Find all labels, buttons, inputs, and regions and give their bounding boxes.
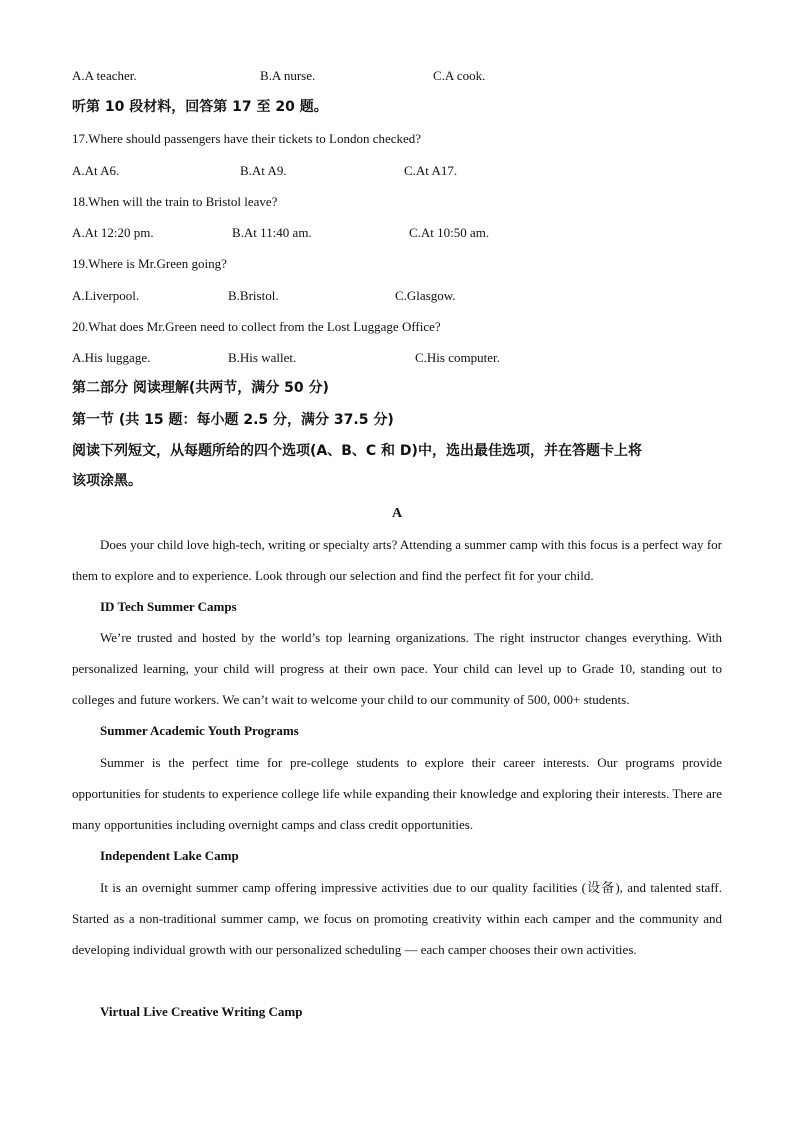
question-18-option-a: A.At 12:20 pm. [72,225,154,240]
question-18-option-b: B.At 11:40 am. [232,225,312,240]
question-18-stem: 18.When will the train to Bristol leave? [72,194,278,209]
question-18-option-c: C.At 10:50 am. [409,225,490,240]
question-20-option-a: A.His luggage. [72,350,151,365]
section10-instruction: 听第 10 段材料，回答第 17 至 20 题。 [72,99,328,115]
question-19-option-a: A.Liverpool. [72,288,140,303]
question-19-stem: 19.Where is Mr.Green going? [72,256,227,271]
q16-option-a: A.A teacher. [72,68,137,83]
q16-option-c: C.A cook. [433,68,486,83]
camp-1-name: ID Tech Summer Camps [100,599,237,614]
camp-4-name: Virtual Live Creative Writing Camp [100,1004,303,1019]
part2-title: 第二部分 阅读理解(共两节，满分 50 分) [72,380,329,396]
intro-paragraph: Does your child love high-tech, writing or specialty arts? Attending a summer camp with this focus is a perfect way for them to explore and to experience. Look through our selection and find the perfect fit for your child. [72,537,722,584]
camp-3-name: Independent Lake Camp [100,848,239,863]
reading-instruction-line2: 该项涂黑。 [72,473,142,489]
camp-3-text: It is an overnight summer camp offering impressive activities due to our quality facilities (设备), and talented staff. Started as a non-traditional summer camp, we focus on promoting creativity within each camper and the community and developing individual growth with our personalized scheduling — each camper chooses their own activities. [72,880,722,958]
section1-title: 第一节 (共 15 题：每小题 2.5 分，满分 37.5 分) [72,412,394,428]
question-17-option-b: B.At A9. [240,163,287,178]
camp-2-text: Summer is the perfect time for pre-college students to explore their career interests. Our programs provide opportunities for students to experience college life while expanding their knowledge and exploring their interests. There are many opportunities including overnight camps and class credit opportunities. [72,755,722,833]
question-19-option-c: C.Glasgow. [395,288,456,303]
reading-instruction-line1: 阅读下列短文，从每题所给的四个选项(A、B、C 和 D)中，选出最佳选项，并在答题卡上将 [72,443,642,459]
passage-label: A [391,506,403,521]
question-17-option-a: A.At A6. [72,163,120,178]
question-19-option-b: B.Bristol. [228,288,279,303]
question-20-stem: 20.What does Mr.Green need to collect from the Lost Luggage Office? [72,319,441,334]
question-17-stem: 17.Where should passengers have their tickets to London checked? [72,131,422,146]
camp-2-name: Summer Academic Youth Programs [100,723,299,738]
question-17-option-c: C.At A17. [404,163,458,178]
question-20-option-c: C.His computer. [415,350,500,365]
question-20-option-b: B.His wallet. [228,350,297,365]
camp-1-text: We’re trusted and hosted by the world’s top learning organizations. The right instructor changes everything. With personalized learning, your child will progress at their own pace. Your child can level up to Grade 10, standing out to colleges and future workers. We can’t wait to welcome your child to our community of 500, 000+ students. [72,630,722,708]
q16-option-b: B.A nurse. [260,68,316,83]
